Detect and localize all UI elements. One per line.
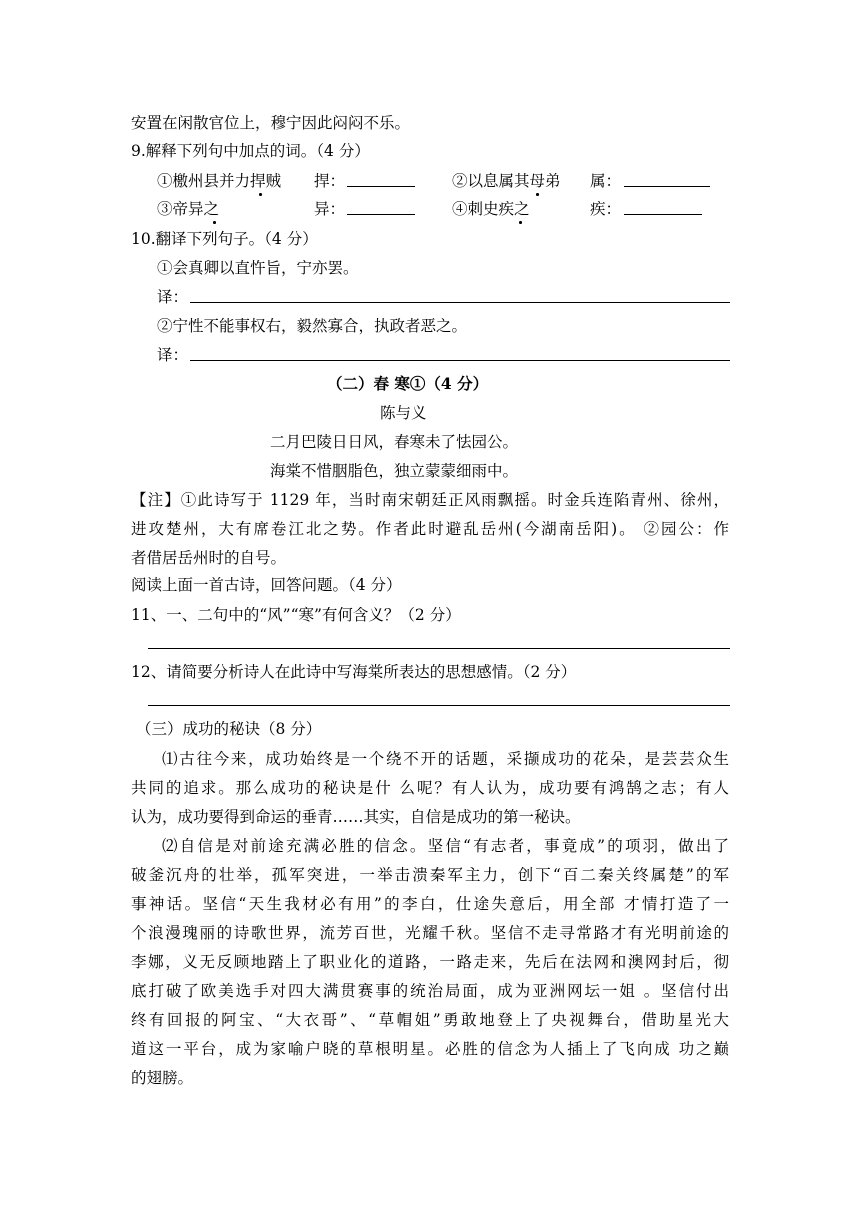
question-11: 11、一、二句中的“风”“寒”有何含义？（2 分） — [131, 606, 461, 624]
emphasis-dot — [259, 193, 262, 196]
poem-heading: （二）春 寒①（4 分） — [327, 374, 489, 393]
paragraph-2-line: 终有回报的阿宝、“大衣哥”、“草帽姐”勇敢地登上了央视舞台，借助星光大 — [131, 1011, 729, 1029]
translation-blank-1[interactable] — [190, 302, 730, 303]
paragraph-1-line: 认为，成功要得到命运的垂青……其实，自信是成功的第一秘诀。 — [131, 808, 581, 826]
q10-sentence-2: ②宁性不能事权右，毅然寡合，执政者恶之。 — [157, 317, 468, 335]
paragraph-1-line: ⑴古往今来，成功始终是一个绕不开的话题，采撷成功的花朵，是芸芸众生 — [162, 750, 729, 768]
translate-label: 译： — [157, 288, 189, 306]
q9-sentence-b: ②以息属其母弟 — [452, 172, 561, 190]
poem-note: 进攻楚州，大有席卷江北之势。作者此时避乱岳州(今湖南岳阳)。 ②园公：作 — [131, 520, 729, 538]
q9-sentence-c: ③帝异之 — [157, 200, 220, 218]
answer-blank-a[interactable] — [347, 186, 415, 187]
paragraph-2-line: ⑵自信是对前途充满必胜的信念。坚信“有志者，事竟成”的项羽，做出了 — [162, 837, 729, 855]
poem-note: 者借居岳州时的自号。 — [131, 549, 287, 567]
q9-word-a: 捍： — [314, 172, 346, 190]
emphasis-dot — [213, 221, 216, 224]
poem-line-2: 海棠不惜胭脂色，独立蒙蒙细雨中。 — [270, 462, 519, 480]
paragraph-1-line: 共同的追求。那么成功的秘诀是什 么呢？有人认为，成功要有鸿鹄之志；有人 — [131, 779, 729, 797]
paragraph-2-line: 破釜沉舟的壮举，孤军突进，一举击溃秦军主力，创下“百二秦关终属楚”的军 — [131, 866, 729, 884]
paragraph-2-line: 的翅膀。 — [131, 1069, 194, 1087]
q9-word-d: 疾： — [590, 200, 622, 218]
q9-sentence-d: ④刺史疾之 — [452, 200, 530, 218]
q9-word-b: 属： — [590, 172, 622, 190]
poem-note: 【注】①此诗写于 1129 年，当时南宋朝廷正风雨飘摇。时金兵连陷青州、徐州， — [131, 491, 729, 509]
paragraph-2-line: 事神话。坚信“天生我材必有用”的李白，仕途失意后，用全部 才情打造了一 — [131, 895, 729, 913]
translate-label: 译： — [157, 346, 189, 364]
answer-blank-c[interactable] — [347, 214, 415, 215]
emphasis-dot — [536, 193, 539, 196]
question-10: 10.翻译下列句子。（4 分） — [131, 230, 318, 248]
question-9: 9.解释下列句中加点的词。（4 分） — [131, 142, 370, 160]
question-12: 12、请简要分析诗人在此诗中写海棠所表达的思想感情。（2 分） — [131, 663, 577, 681]
poem-instruction: 阅读上面一首古诗，回答问题。（4 分） — [131, 576, 402, 594]
section-3-heading: （三）成功的秘诀（8 分） — [136, 720, 322, 738]
answer-line-11[interactable] — [148, 648, 730, 649]
q9-word-c: 异： — [314, 200, 346, 218]
q10-sentence-1: ①会真卿以直忤旨，宁亦罢。 — [157, 259, 359, 277]
q9-sentence-a: ①檄州县并力捍贼 — [157, 172, 282, 190]
paragraph-2-line: 李娜，义无反顾地踏上了职业化的道路，一路走来，先后在法网和澳网封后，彻 — [131, 953, 729, 971]
translation-blank-2[interactable] — [190, 360, 730, 361]
intro-line: 安置在闲散官位上，穆宁因此闷闷不乐。 — [131, 114, 411, 132]
answer-line-12[interactable] — [148, 705, 730, 706]
answer-blank-d[interactable] — [624, 214, 702, 215]
poem-author: 陈与义 — [380, 404, 427, 422]
paragraph-2-line: 个浪漫瑰丽的诗歌世界，流芳百世，光耀千秋。坚信不走寻常路才有光明前途的 — [131, 924, 729, 942]
paragraph-2-line: 道这一平台，成为家喻户晓的草根明星。必胜的信念为人插上了飞向成 功之巅 — [131, 1040, 729, 1058]
paragraph-2-line: 底打破了欧美选手对四大满贯赛事的统治局面，成为亚洲网坛一姐 。坚信付出 — [131, 982, 729, 1000]
poem-line-1: 二月巴陵日日风，春寒未了怯园公。 — [270, 433, 519, 451]
emphasis-dot — [519, 221, 522, 224]
answer-blank-b[interactable] — [624, 186, 710, 187]
